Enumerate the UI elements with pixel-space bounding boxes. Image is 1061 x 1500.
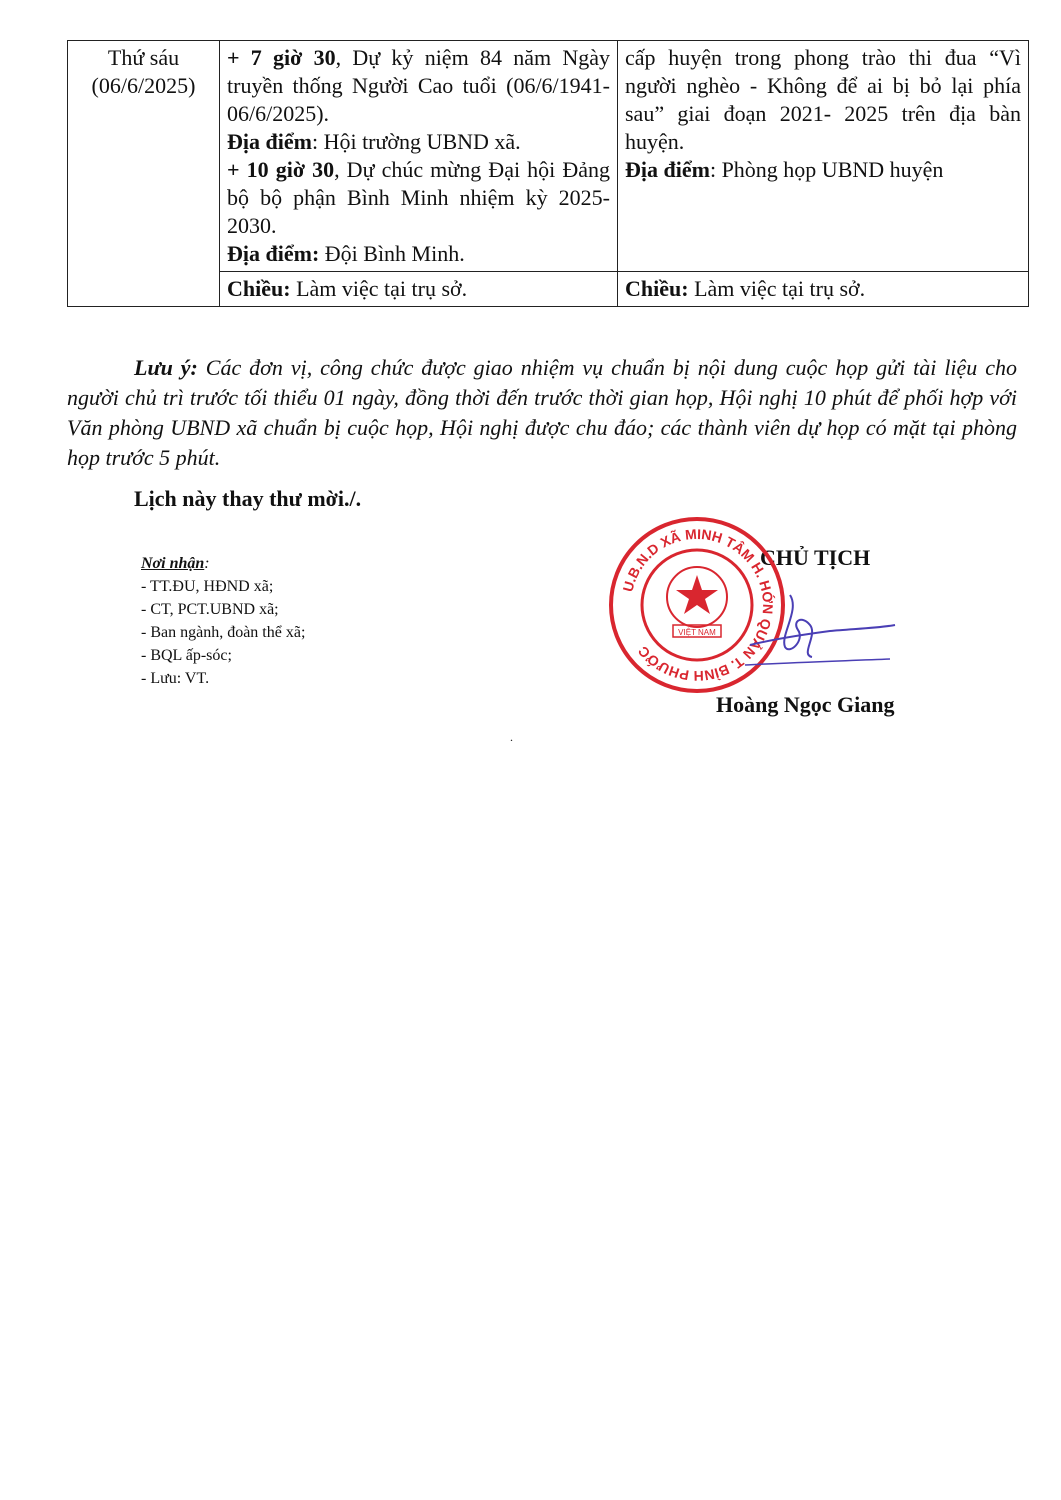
right-morning-cell [618, 41, 1029, 272]
seal-star-icon [676, 575, 718, 614]
day-cell [68, 41, 220, 307]
recipients-heading-colon: : [204, 555, 210, 572]
event-2-location [227, 240, 610, 268]
list-item: - Lưu: VT. [141, 670, 210, 687]
signer-title: CHỦ TỊCH [760, 545, 871, 570]
right-afternoon-cell [618, 272, 1029, 307]
event-1-location [227, 128, 610, 156]
recipients-heading [141, 552, 305, 575]
signer-name: Hoàng Ngọc Giang [716, 692, 895, 717]
event-2-location-label: Địa điểm: [227, 241, 320, 266]
event-1-time: + 7 giờ 30 [227, 45, 336, 70]
right-location-text: : Phòng họp UBND huyện [709, 157, 944, 182]
table-row [68, 41, 1029, 272]
afternoon-cell [220, 272, 618, 307]
signature-stroke [784, 595, 812, 657]
event-1-location-text: : Hội trường UBND xã. [311, 129, 521, 154]
day-name: Thứ sáu [107, 45, 180, 70]
event-1 [227, 44, 610, 128]
note-label: Lưu ý: [134, 355, 198, 380]
note-paragraph [67, 353, 1017, 473]
event-2 [227, 156, 610, 240]
event-1-location-label: Địa điểm [227, 129, 312, 154]
right-afternoon-label: Chiều: [625, 276, 689, 301]
list-item: - CT, PCT.UBND xã; [141, 601, 279, 618]
right-location-label: Địa điểm [625, 157, 710, 182]
seal-text-path: U.B.N.D XÃ MINH TÂM H. HỚN QUẢN T. BÌNH PHƯỚC [619, 525, 777, 685]
right-afternoon-text: Làm việc tại trụ sở. [688, 276, 866, 301]
recipients-heading-label: Nơi nhận [141, 555, 205, 572]
event-2-location-text: Đội Bình Minh. [319, 241, 465, 266]
recipients-block [141, 552, 305, 690]
note-text: Các đơn vị, công chức được giao nhiệm vụ chuẩn bị nội dung cuộc họp gửi tài liệu cho người chủ trì trước tối thiểu 01 ngày, đồng thời đến trước thời gian họp, Hội nghị 10 phút để phối hợp với Văn phòng UBND xã chuẩn bị cuộc họp, Hội nghị được chu đáo; các thành viên dự họp có mặt tại phòng họp trước 5 phút. [67, 355, 1017, 470]
seal-banner-text: VIỆT NAM [678, 628, 716, 637]
schedule-table [67, 40, 1029, 307]
morning-cell [220, 41, 618, 272]
signature-stroke [750, 625, 895, 645]
event-2-text: , Dự chúc mừng Đại hội Đảng bộ bộ phận Bình Minh nhiệm kỳ 2025-2030. [227, 157, 610, 238]
right-event-text: cấp huyện trong phong trào thi đua “Vì người nghèo - Không để ai bị bỏ lại phía sau” giai đoạn 2021- 2025 trên địa bàn huyện. [625, 45, 1021, 154]
event-1-text: , Dự kỷ niệm 84 năm Ngày truyền thống Người Cao tuổi (06/6/1941-06/6/2025). [227, 45, 610, 126]
right-event-location [625, 156, 1021, 184]
afternoon-label: Chiều: [227, 276, 291, 301]
handwritten-signature-icon [740, 585, 900, 670]
closing-line: Lịch này thay thư mời./. [134, 486, 362, 511]
list-item: - TT.ĐU, HĐND xã; [141, 578, 274, 595]
afternoon-text: Làm việc tại trụ sở. [290, 276, 468, 301]
stray-mark: . [510, 730, 513, 744]
day-date: (06/6/2025) [91, 73, 196, 98]
list-item: - Ban ngành, đoàn thể xã; [141, 624, 306, 641]
event-2-time: + 10 giờ 30 [227, 157, 335, 182]
signature-underline [745, 659, 890, 665]
list-item: - BQL ấp-sóc; [141, 647, 232, 664]
